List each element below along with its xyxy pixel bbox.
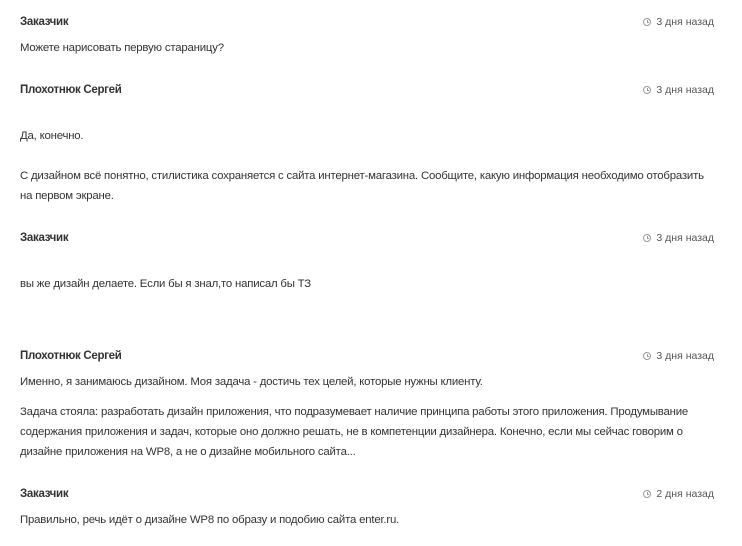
message-text: Именно, я занимаюсь дизайном. Моя задача - достичь тех целей, которые нужны клиенту.: [20, 376, 483, 388]
message-text: Да, конечно.: [20, 130, 84, 142]
clock-icon: [643, 86, 651, 94]
message-text: вы же дизайн делаете. Если бы я знал,то написал бы ТЗ: [20, 278, 311, 290]
message-time: 3 дня назад: [656, 350, 714, 362]
clock-icon: [643, 18, 651, 26]
message-time: 3 дня назад: [656, 84, 714, 96]
message-timestamp: [643, 232, 714, 244]
clock-icon: [643, 490, 651, 498]
clock-icon: [643, 352, 651, 360]
message-text: Можете нарисовать первую стараницу?: [20, 42, 224, 54]
message-author: Заказчик: [20, 16, 69, 28]
message-text: С дизайном всё понятно, стилистика сохраняется с сайта интернет-магазина. Сообщите, какую информация необходимо отобразить на первом экране.: [20, 170, 704, 202]
clock-icon: [643, 234, 651, 242]
message-author: Заказчик: [20, 232, 69, 244]
message-timestamp: [643, 84, 714, 96]
message-author: Плохотнюк Сергей: [20, 84, 122, 96]
message-time: 3 дня назад: [656, 232, 714, 244]
message-author: Плохотнюк Сергей: [20, 350, 122, 362]
message-time: 2 дня назад: [656, 488, 714, 500]
message-timestamp: [643, 350, 714, 362]
message-text: Задача стояла: разработать дизайн приложения, что подразумевает наличие принципа работы этого приложения. Продумывание содержания приложения и задач, которые оно должно решать, не в компетенции дизайнера. Конечно, если мы сейчас говорим о дизайне приложения на WP8, а не о дизайне мобильного сайта...: [20, 406, 689, 458]
message-text: Правильно, речь идёт о дизайне WP8 по образу и подобию сайта enter.ru.: [20, 514, 400, 526]
message-author: Заказчик: [20, 488, 69, 500]
message-timestamp: [643, 16, 714, 28]
message-time: 3 дня назад: [656, 16, 714, 28]
message-timestamp: [643, 488, 714, 500]
